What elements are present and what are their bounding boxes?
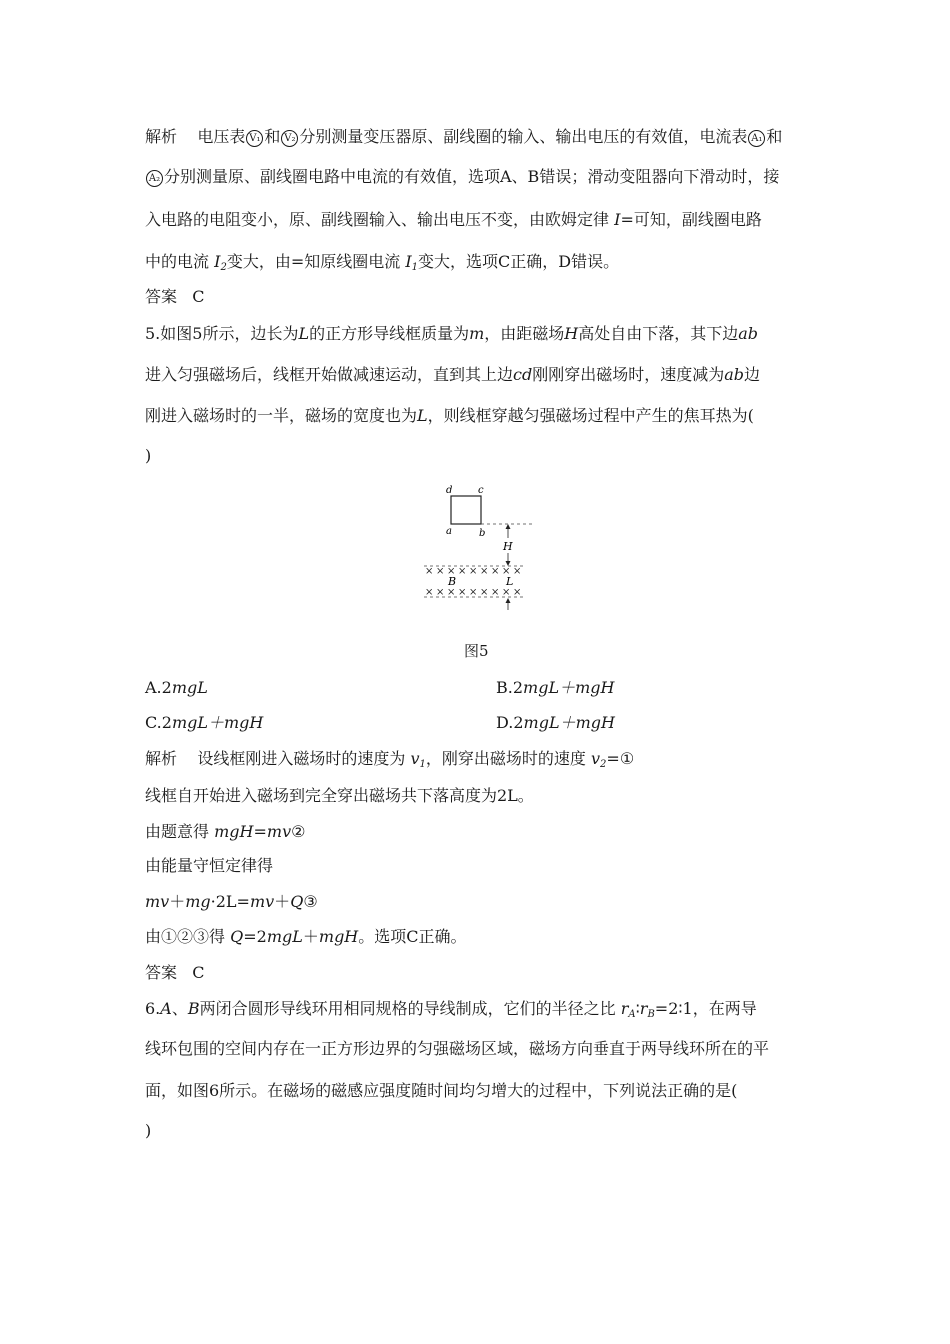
q6-stem-line-4: ) <box>145 1121 152 1140</box>
svg-text:×: × <box>502 566 511 577</box>
figure-5-caption: 图5 <box>464 642 489 660</box>
figure-5-diagram <box>420 482 540 612</box>
option-a[interactable]: A.2mgL <box>145 678 208 697</box>
q5-stem-line-4: ) <box>145 446 152 465</box>
q4-analysis-line-3: 入电路的电阻变小，原、副线圈输入、输出电压不变，由欧姆定律 I=可知，副线圈电路 <box>145 210 762 229</box>
answer-value: C <box>192 963 205 982</box>
ammeter-a2-icon: A₂ <box>146 170 163 187</box>
answer-label: 答案 <box>145 963 178 982</box>
q4-analysis-line-2: A₂ 分别测量原、副线圈电路中电流的有效值，选项A、B错误；滑动变阻器向下滑动时，接 <box>145 167 779 187</box>
ammeter-a1-icon: A₁ <box>748 130 765 147</box>
q4-answer <box>145 287 205 307</box>
svg-text:×: × <box>436 566 445 577</box>
svg-text:×: × <box>480 566 489 577</box>
label-b: b <box>479 528 486 539</box>
q5-analysis-line-3: 由题意得 mgH=mv② <box>145 822 306 841</box>
q6-stem-line-3: 面，如图6所示。在磁场的磁感应强度随时间均匀增大的过程中，下列说法正确的是( <box>145 1081 738 1100</box>
q5-analysis-line-5: mv＋mg·2L=mv＋Q③ <box>145 892 318 911</box>
q5-analysis-line-6: 由①②③得 Q=2mgL＋mgH。选项C正确。 <box>145 927 467 946</box>
option-c[interactable]: C.2mgL＋mgH <box>145 713 264 732</box>
voltmeter-v1-icon: V₁ <box>246 130 263 147</box>
answer-label: 答案 <box>145 287 178 306</box>
svg-text:×: × <box>436 587 445 598</box>
label-d: d <box>446 485 453 496</box>
svg-text:×: × <box>480 587 489 598</box>
label-a: a <box>446 526 452 537</box>
svg-text:×: × <box>447 587 456 598</box>
svg-text:×: × <box>425 587 434 598</box>
arrow-head-up <box>506 524 511 529</box>
q5-stem-line-3: 刚进入磁场时的一半，磁场的宽度也为L，则线框穿越匀强磁场过程中产生的焦耳热为( <box>145 406 754 425</box>
q4-analysis-line-4: 中的电流 $I_2$变大，由=知原线圈电流 $I_1$变大，选项C正确，D错误。 <box>145 252 620 273</box>
q4-analysis-line-1: 解析 电压表 V₁ 和 V₂ 分别测量变压器原、副线圈的输入、输出电压的有效值，电流表 A₁ 和 <box>145 127 783 146</box>
q5-stem-line-1: 5.如图5所示，边长为L的正方形导线框质量为m，由距磁场H高处自由下落，其下边ab <box>145 324 759 343</box>
analysis-label: 解析 <box>145 749 178 768</box>
analysis-label: 解析 <box>145 127 178 146</box>
q5-answer <box>145 963 205 983</box>
q5-analysis-line-4: 由能量守恒定律得 <box>145 856 274 875</box>
q5-stem-line-2: 进入匀强磁场后，线框开始做减速运动，直到其上边cd刚刚穿出磁场时，速度减为ab边 <box>145 365 761 384</box>
label-L: L <box>506 575 514 588</box>
q5-analysis-line-1: 解析 设线框刚进入磁场时的速度为 $v_1$，刚穿出磁场时的速度 $v_2=①$ <box>145 749 635 770</box>
svg-text:×: × <box>469 566 478 577</box>
q5-analysis-line-2: 线框自开始进入磁场到完全穿出磁场共下落高度为2L。 <box>145 786 534 805</box>
svg-text:×: × <box>458 587 467 598</box>
svg-text:×: × <box>502 587 511 598</box>
svg-text:×: × <box>513 587 522 598</box>
label-B: B <box>448 575 457 588</box>
svg-text:×: × <box>491 566 500 577</box>
wire-frame-square <box>451 496 481 524</box>
svg-text:×: × <box>425 566 434 577</box>
option-b[interactable]: B.2mgL＋mgH <box>496 678 615 697</box>
q6-stem-line-2: 线环包围的空间内存在一正方形边界的匀强磁场区域，磁场方向垂直于两导线环所在的平 <box>145 1039 770 1058</box>
svg-text:×: × <box>491 587 500 598</box>
label-c: c <box>478 485 484 496</box>
svg-text:×: × <box>447 566 456 577</box>
option-d[interactable]: D.2mgL＋mgH <box>496 713 615 732</box>
svg-text:×: × <box>458 566 467 577</box>
svg-text:×: × <box>469 587 478 598</box>
voltmeter-v2-icon: V₂ <box>281 130 298 147</box>
label-H: H <box>503 540 513 553</box>
field-crosses-bottom-row <box>425 587 521 598</box>
q6-stem-line-1: 6.A、B两闭合圆形导线环用相同规格的导线制成，它们的半径之比 $r_A∶r_B=2∶1$，在两导 <box>145 999 757 1020</box>
arrow-head-up-bottom <box>506 598 511 603</box>
svg-text:×: × <box>513 566 522 577</box>
answer-value: C <box>192 287 205 306</box>
